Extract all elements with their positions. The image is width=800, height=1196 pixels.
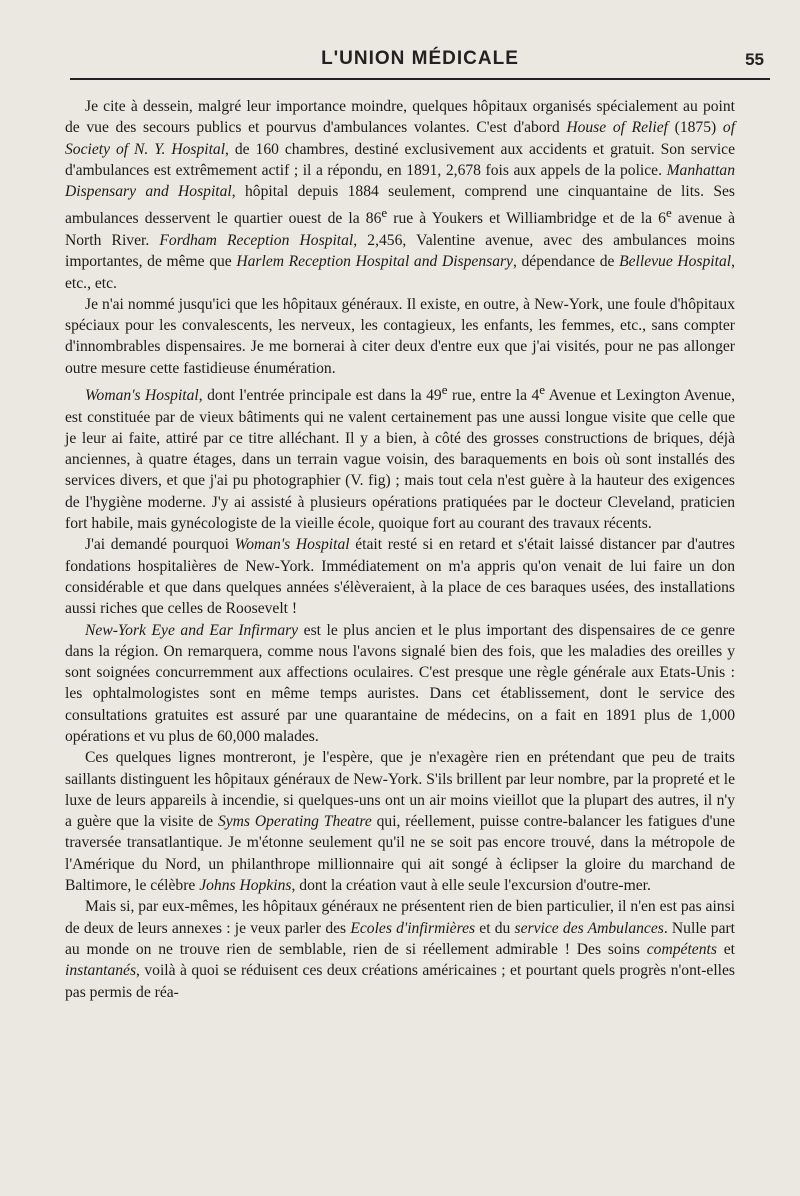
- article-body: [65, 96, 735, 1003]
- running-title: L'UNION MÉDICALE: [321, 48, 519, 69]
- page-number: 55: [745, 50, 764, 69]
- paragraph-2: Je n'ai nommé jusqu'ici que les hôpitaux généraux. Il existe, en outre, à New-York, une foule d'hôpitaux spéciaux pour les convalescents, les nerveux, les contagieux, les enfants, les femmes, etc., sans compter d'innombrables dispensaires. Je me bornerai à citer deux d'entre eux que j'ai visités, pour ne pas allonger outre mesure cette fastidieuse énumération.: [65, 295, 735, 377]
- paragraph-7: Mais si, par eux-mêmes, les hôpitaux généraux ne présentent rien de bien particulier, il n'en est pas ainsi de deux de leurs annexes : je veux parler des Ecoles d'infirmières et du service des Ambulances. Nulle part au monde on ne trouve rien de semblable, rien de si réellement admirable ! Des soins compétents et instantanés, voilà à quoi se réduisent ces deux créations américaines ; et pourtant quels progrès n'ont-elles pas permis de réa-: [65, 898, 736, 1001]
- page-header: [70, 44, 770, 80]
- paragraph-1: Je cite à dessein, malgré leur importance moindre, quelques hôpitaux organisés spécialement au point de vue des secours publics et pourvus d'ambulances volantes. C'est d'abord House of Relief (1875) of Society of N. Y. Hospital, de 160 chambres, destiné exclusivement aux accidents et gratuit. Son service d'ambulances est extrêmement actif ; il a répondu, en 1891, 2,678 fois aux appels de la police. Manhattan Dispensary and Hospital, hôpital depuis 1884 seulement, comprend une cinquantaine de lits. Ses ambulances desservent le quartier ouest de la 86e rue à Youkers et Williambridge et de la 6e avenue à North River. Fordham Reception Hospital, 2,456, Valentine avenue, avec des ambulances moins importantes, de même que Harlem Reception Hospital and Dispensary, dépendance de Bellevue Hospital, etc., etc.: [65, 98, 736, 292]
- paragraph-4: J'ai demandé pourquoi Woman's Hospital était resté si en retard et s'était laissé distancer par d'autres fondations hospitalières de New-York. Immédiatement on m'a appris qu'on venait de lui faire un don considérable et que dans quelques années s'élèveraient, à la place de ces baraques usées, des installations aussi riches que celles de Roosevelt !: [65, 536, 735, 618]
- paragraph-6: Ces quelques lignes montreront, je l'espère, que je n'exagère rien en prétendant que peu de traits saillants distinguent les hôpitaux généraux de New-York. S'ils brillent par leur nombre, par la propreté et le luxe de leurs appareils à incendie, si quelques-uns ont un air moins vieillot que la plupart des autres, il n'y a guère que la visite de Syms Operating Theatre qui, réellement, puisse contre-balancer les fatigues d'une traversée transatlantique. Je m'étonne seulement qu'il ne se soit pas encore trouvé, dans la métropole de l'Amérique du Nord, un philanthrope millionnaire qui ait songé à éclipser la gloire du marchand de Baltimore, le célèbre Johns Hopkins, dont la création vaut à elle seule l'excursion d'outre-mer.: [65, 749, 735, 895]
- paragraph-5: New-York Eye and Ear Infirmary est le plus ancien et le plus important des dispensaires de ce genre dans la région. On remarquera, comme nous l'avons signalé bien des fois, que les maladies des oreilles y sont soignées concurremment aux affections oculaires. C'est presque une règle générale aux Etats-Unis : les ophtalmologistes sont en même temps auristes. Dans cet établissement, dont le service des consultations gratuites est assuré par une quarantaine de médecins, on a fait en 1891 plus de 1,000 opérations et vu plus de 60,000 malades.: [65, 621, 735, 745]
- paragraph-3: Woman's Hospital, dont l'entrée principale est dans la 49e rue, entre la 4e Avenue et Lexington Avenue, est constituée par de vieux bâtiments qui ne valent certainement pas une aussi longue visite que celle que je leur ai faite, attiré par ce titre alléchant. Il y a bien, à côté des grosses constructions de briques, déjà anciennes, à quatre étages, dans un terrain vague voisin, des baraquements en bois où sont installés des services divers, et que j'ai pu photographier (V. fig) ; mais tout cela n'est guère à la hauteur des exigences de l'hygiène moderne. J'y ai assisté à plusieurs opérations pratiquées par le docteur Cleveland, praticien fort habile, mais gynécologiste de la vieille école, quoique fort au courant des travaux récents.: [65, 382, 735, 533]
